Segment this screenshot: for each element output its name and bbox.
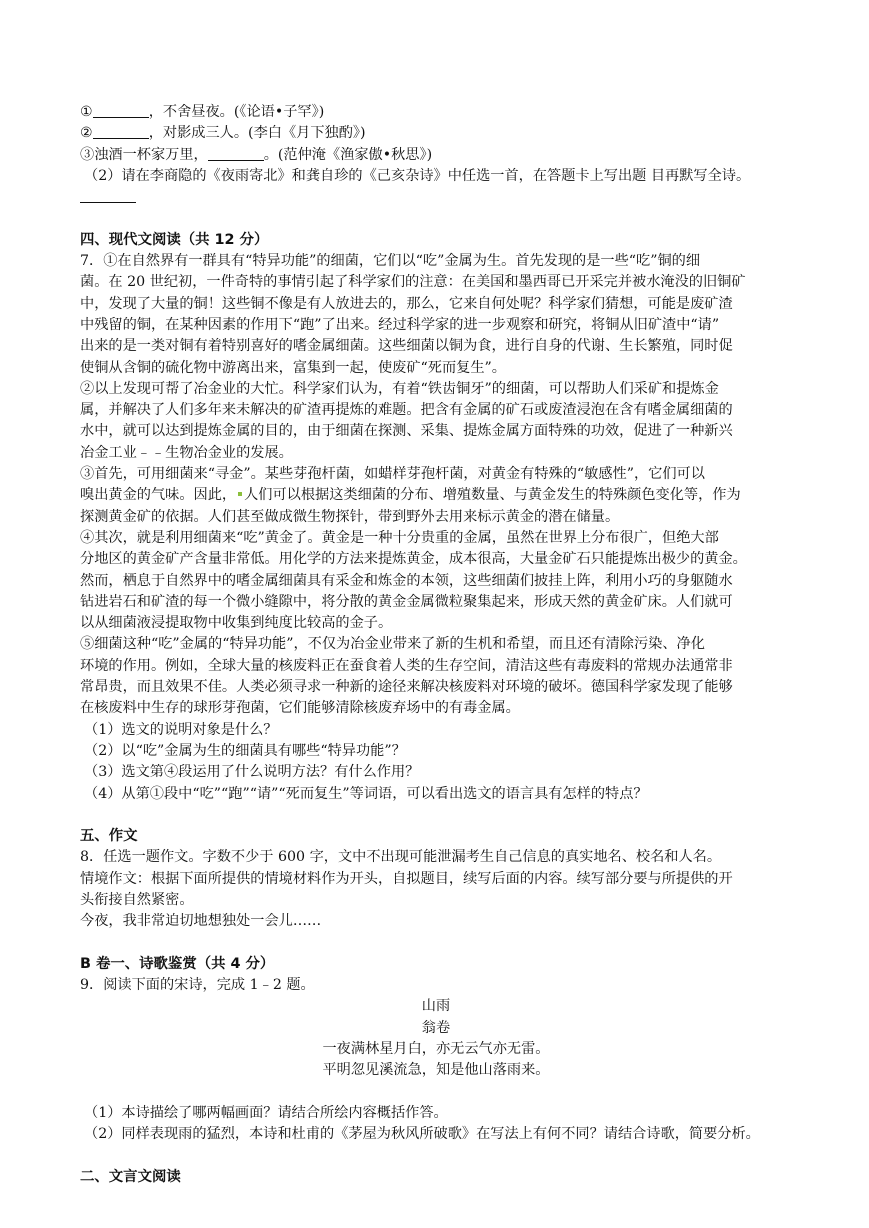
fill-question-2: （2）请在李商隐的《夜雨寄北》和龚自珍的《己亥杂诗》中任选一首，在答题卡上写出题 目再默写全诗。 bbox=[84, 167, 751, 184]
answer-blank bbox=[80, 187, 136, 203]
passage-line: 然而，栖息于自然界中的嗜金属细菌具有采金和炼金的本领，这些细菌们披挂上阵，利用小巧的身躯随水 bbox=[80, 572, 733, 589]
composition-line: 8．任选一题作文。字数不少于 600 字，文中不出现可能泄漏考生自己信息的真实地名、校名和人名。 bbox=[80, 849, 722, 866]
answer-blank bbox=[93, 102, 149, 118]
passage-line-part: 嗅出黄金的气味。因此， bbox=[80, 487, 237, 504]
poetry-question-2: （2）同样表现雨的猛烈，本诗和杜甫的《茅屋为秋风所破歌》在写法上有何不同？请结合诗歌，简要分析。 bbox=[84, 1126, 760, 1143]
exam-page bbox=[80, 102, 792, 1188]
passage-line: 中，发现了大量的铜！这些铜不像是有人放进去的，那么，它来自何处呢？科学家们猜想，可能是废矿渣 bbox=[80, 295, 733, 312]
passage-line: 探测黄金矿的依据。人们甚至做成微生物探针，带到野外去用来标示黄金的潜在储量。 bbox=[80, 508, 620, 525]
fill-line-3 bbox=[80, 145, 792, 166]
passage-line-part: 人们可以根据这类细菌的分布、增殖数量、与黄金发生的特殊颜色变化等，作为 bbox=[244, 487, 741, 504]
answer-blank bbox=[93, 123, 149, 139]
poem-line: 平明忽见溪流急，知是他山落雨来。 bbox=[322, 1062, 550, 1079]
passage-line: 冶金工业﹣﹣生物冶金业的发展。 bbox=[80, 444, 293, 461]
reading-question-1: （1）选文的说明对象是什么？ bbox=[84, 721, 278, 738]
passage-line: 水中，就可以达到提炼金属的目的，由于细菌在探测、采集、提炼金属方面特殊的功效，促进了一种新兴 bbox=[80, 423, 733, 440]
fill-line-1 bbox=[80, 102, 792, 123]
passage-line: 分地区的黄金矿产含量非常低。用化学的方法来提炼黄金，成本很高，大量金矿石只能提炼出极少的黄金。 bbox=[80, 551, 747, 568]
composition-line: 情境作文：根据下面所提供的情境材料作为开头，自拟题目，续写后面的内容。续写部分要与所提供的开 bbox=[80, 870, 733, 887]
poem-line: 一夜满林星月白，亦无云气亦无雷。 bbox=[322, 1041, 550, 1058]
passage-line: 使铜从含铜的硫化物中游离出来，富集到一起，使废矿“死而复生”。 bbox=[80, 359, 506, 376]
fill-line-2-post: ，对影成三人。(李白《月下独酌》) bbox=[148, 125, 366, 142]
section-heading-classical: 二、文言文阅读 bbox=[80, 1168, 181, 1185]
passage-line: 钻进岩石和矿渣的每一个微小缝隙中，将分散的黄金金属微粒聚集起来，形成天然的黄金矿床。人们就可 bbox=[80, 593, 733, 610]
fill-line-3-post: 。(范仲淹《渔家傲•秋思》) bbox=[263, 146, 433, 163]
fill-line-3-pre: ③浊酒一杯家万里， bbox=[80, 146, 208, 163]
poetry-intro: 9．阅读下面的宋诗，完成 1﹣2 题。 bbox=[80, 977, 315, 994]
passage-line: 中残留的铜，在某种因素的作用下“跑”了出来。经过科学家的进一步观察和研究，将铜从旧矿渣中“请” bbox=[80, 316, 720, 333]
section-heading-composition: 五、作文 bbox=[80, 828, 138, 845]
passage-line: ④其次，就是利用细菌来“吃”黄金了。黄金是一种十分贵重的金属，虽然在世界上分布很广，但绝大部 bbox=[80, 529, 719, 546]
poem-title: 山雨 bbox=[421, 998, 451, 1015]
reading-question-4: （4）从第①段中“吃”“跑”“请”“死而复生”等词语，可以看出选文的语言具有怎样的特点？ bbox=[84, 785, 648, 802]
fill-line-1-pre: ① bbox=[80, 104, 93, 120]
green-dot-mark bbox=[238, 492, 242, 496]
passage-line: 环境的作用。例如，全球大量的核废料正在蚕食着人类的生存空间，清洁这些有毒废料的常规办法通常非 bbox=[80, 657, 733, 674]
fill-line-2 bbox=[80, 123, 792, 144]
passage-line: 属，并解决了人们多年来未解决的矿渣再提炼的难题。把含有金属的矿石或废渣浸泡在含有嗜金属细菌的 bbox=[80, 402, 733, 419]
passage-line: ③首先，可用细菌来“寻金”。某些芽孢杆菌，如蜡样芽孢杆菌，对黄金有特殊的“敏感性”，它们可以 bbox=[80, 466, 705, 483]
passage-line: ②以上发现可帮了冶金业的大忙。科学家们认为，有着“铁齿铜牙”的细菌，可以帮助人们采矿和提炼金 bbox=[80, 380, 719, 397]
passage-line: 以从细菌液浸提取物中收集到纯度比较高的金子。 bbox=[80, 615, 393, 632]
reading-question-2: （2）以“吃”金属为生的细菌具有哪些“特异功能”？ bbox=[84, 742, 406, 759]
section-heading-reading: 四、现代文阅读（共 12 分） bbox=[80, 231, 269, 248]
reading-passage bbox=[80, 251, 792, 720]
passage-line: 在核废料中生存的球形芽孢菌，它们能够清除核废弃场中的有毒金属。 bbox=[80, 700, 520, 717]
passage-line: ⑤细菌这种“吃”金属的“特异功能”，不仅为冶金业带来了新的生机和希望，而且还有清除污染、净化 bbox=[80, 636, 705, 653]
reading-question-3: （3）选文第④段运用了什么说明方法？有什么作用？ bbox=[84, 764, 420, 781]
fill-line-1-post: ，不舍昼夜。(《论语•子罕》) bbox=[148, 104, 325, 120]
passage-line: 常昂贵，而且效果不佳。人类必须寻求一种新的途径来解决核废料对环境的破坏。德国科学家发现了能够 bbox=[80, 679, 733, 696]
fill-question-2-blank bbox=[80, 187, 792, 208]
poetry-question-1: （1）本诗描绘了哪两幅画面？请结合所绘内容概括作答。 bbox=[84, 1104, 448, 1121]
passage-line: 出来的是一类对铜有着特别喜好的嗜金属细菌。这些细菌以铜为食，进行自身的代谢、生长繁殖，同时促 bbox=[80, 338, 733, 355]
fill-line-2-pre: ② bbox=[80, 125, 93, 142]
answer-blank bbox=[208, 145, 264, 161]
passage-line bbox=[80, 485, 792, 506]
passage-line: 菌。在 20 世纪初，一件奇特的事情引起了科学家们的注意：在美国和墨西哥已开采完并被水淹没的旧铜矿 bbox=[80, 274, 746, 291]
composition-prompt: 今夜，我非常迫切地想独处一会儿…… bbox=[80, 913, 322, 930]
section-heading-poetry: B 卷一、诗歌鉴赏（共 4 分） bbox=[80, 955, 275, 972]
poem-author: 翁卷 bbox=[421, 1019, 451, 1036]
composition-line: 头衔接自然紧密。 bbox=[80, 891, 194, 908]
passage-line: 7．①在自然界有一群具有“特异功能”的细菌，它们以“吃”金属为生。首先发现的是一些“吃”铜的细 bbox=[80, 253, 701, 270]
